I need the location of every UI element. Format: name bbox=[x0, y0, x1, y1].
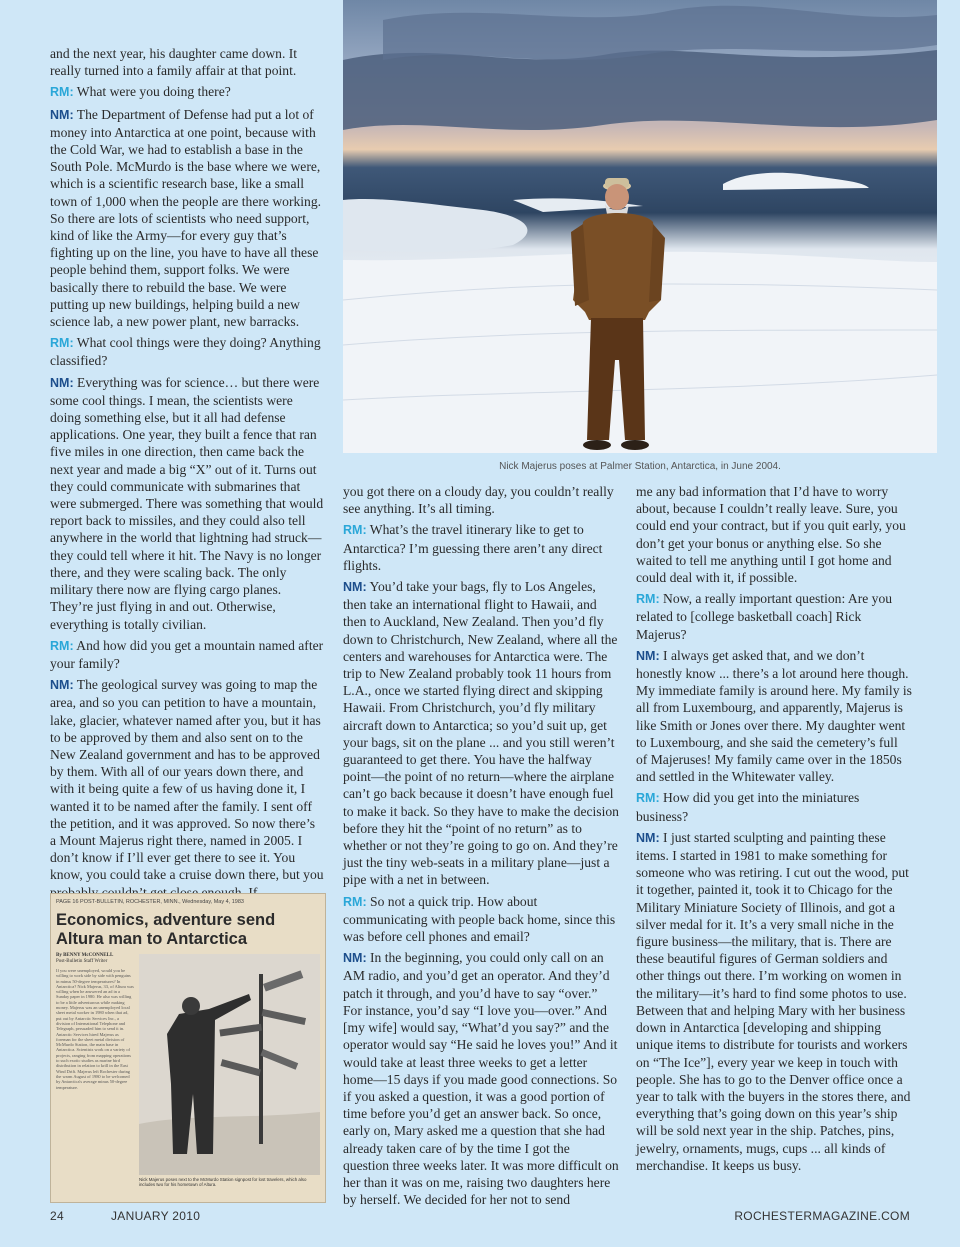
paragraph-text: In the beginning, you could only call on an AM radio, and you’d get an operator. And they’d patch it through, and you’d have to say “over.” For instance, you’d say “I love you—over.” And [my wife] would say, “What’d you say?” and the operator would say “He said he loves you!” And it would take at least three weeks to get a letter home—15 days if you made good connections. So if you asked a question, it was a good portion of time before you’d get an answer back. So once, early on, Mary asked me a question that she had already taken care of by the time I got the question three weeks later. It was more difficult on her than it was on me, raising two daughters here by herself. We decided for her not to send bbox=[343, 950, 619, 1208]
paragraph bbox=[343, 483, 619, 517]
paragraph bbox=[636, 647, 912, 786]
paragraph-text: you got there on a cloudy day, you couldn’t really see anything. It’s all timing. bbox=[343, 484, 614, 517]
paragraph-text: me any bad information that I’d have to worry about, because I couldn’t really leave. Sure, you could end your contract, but if you quit early, you don’t get your bonus or anything else. So she waited to tell me anything until I got home and could deal with it, if possible. bbox=[636, 484, 906, 586]
paragraph bbox=[50, 637, 324, 672]
paragraph-text: What were you doing there? bbox=[76, 84, 231, 100]
footer-issue-date: JANUARY 2010 bbox=[111, 1209, 201, 1223]
paragraph bbox=[343, 949, 619, 1208]
paragraph bbox=[50, 83, 324, 101]
paragraph bbox=[636, 829, 912, 1174]
paragraph-text: What cool things were they doing? Anything classified? bbox=[50, 335, 321, 369]
paragraph-text: I always get asked that, and we don’t honestly know ... there’s a lot around here though. My immediate family is around here. My family is all from Luxembourg, and apparently, Majerus is like Smith or Jones over there. My daughter went to Luxembourg, and she said the cemetery’s full of Majeruses! My family came over in the 1850s and settled in the Whitewater valley. bbox=[636, 647, 912, 785]
paragraph bbox=[50, 106, 324, 331]
speaker-nm: NM: bbox=[50, 678, 74, 693]
paragraph bbox=[636, 789, 912, 824]
clipping-byline-title: Post-Bulletin Staff Writer bbox=[56, 959, 108, 964]
speaker-rm: RM: bbox=[50, 85, 74, 100]
photo-scene bbox=[343, 0, 937, 453]
article-column-right bbox=[636, 483, 912, 1178]
article-column-left bbox=[50, 45, 324, 905]
clipping-photo-scene bbox=[139, 954, 320, 1175]
antarctica-photo bbox=[343, 0, 937, 453]
paragraph bbox=[343, 521, 619, 574]
paragraph-text: And how did you get a mountain named after your family? bbox=[50, 637, 324, 671]
photo-caption: Nick Majerus poses at Palmer Station, Antarctica, in June 2004. bbox=[499, 461, 781, 472]
paragraph-text: You’d take your bags, fly to Los Angeles, then take an international flight to Hawaii, and then to Auckland, New Zealand. Then you’d fly down to Christchurch, New Zealand, where all the centers and warehouses for Antarctica were. The trip to New Zealand probably took 11 hours from L.A., once we started flying direct and skipping Hawaii. From Christchurch, you’d fly military aircraft down to Antarctica; so you’d suit up, get your bags, sit on the plane ... and you still weren’t guaranteed to get there. You have the halfway point—the point of no return—where the airplane can’t go back because it doesn’t have enough fuel to make it back. So they have to make the decision before they hit the “point of no return” as to whether or not they’re going to go on. And they’re just the tiny web-seats in a military plane—just a pipe with a net in between. bbox=[343, 579, 619, 888]
paragraph-text: The geological survey was going to map the area, and so you can petition to have a mountain, lake, glacier, whatever named after you, but it has to be approved by them and also sent on to the New Zealand government and has to be approved by them. With all of our years down there, and with it being quite a few of us having done it, I wanted it to be named after the family. I sent off the petition, and it was approved. So now there’s a Mount Majerus right there, named in 2005. I don’t know if I’ll ever get there to see it. You know, you could take a cruise down there, but you bbox=[50, 677, 324, 883]
paragraph bbox=[50, 374, 324, 633]
clipping-byline-name: By BENNY McCONNELL bbox=[56, 953, 114, 958]
paragraph-text: Everything was for science… but there were some cool things. I mean, the scientists were doing something else, but it all had defense applications. One year, they built a fence that ran five miles in one direction, then came back the next year and made a big “X” out of it. Turns out they could communicate with submarines that were submerged. There was something that would report back to missiles, and they could also tell anywhere in the world that lightning had struck—they could tell where it hit. The Navy is no longer there, and they were scaling back. The only military there now are flying cargo planes. They’re just flying in and out. Otherwise, everything is totally civilian. bbox=[50, 374, 324, 632]
paragraph-text: I just started sculpting and painting these items. I started in 1981 to make something for someone who was retiring. I cut out the wood, put it together, painted it, took it to Chicago for the Military Miniature Society of Illinois, and got a silver medal for it. It’s a very small niche in the figure business—the military, that is. There are these beautiful figures of German soldiers and other things out there. I’m working on women in the military—it’s hard to find some photos to use. Between that and helping Mary with her business down in Antarctica [developing and shipping unique items to distribute for tourists and workers on “The Ice”], every year we keep in touch with people. She has to go to the Denver office once a year to talk with the buyers in the stores there, and everything that’s going down on this year’s ship will be sold next year in the ship. Patches, pins, jewelry, ornaments, mugs, cups ... all kinds of merchandise. It keeps us busy. bbox=[636, 829, 911, 1173]
speaker-nm: NM: bbox=[343, 951, 367, 966]
speaker-nm: NM: bbox=[343, 580, 367, 595]
footer-page-number: 24 bbox=[50, 1209, 64, 1223]
paragraph-text: Now, a really important question: Are you related to [college basketball coach] Rick Majerus? bbox=[636, 591, 893, 642]
clipping-byline bbox=[56, 953, 136, 965]
speaker-rm: RM: bbox=[50, 638, 74, 653]
speaker-rm: RM: bbox=[636, 592, 660, 607]
paragraph-text: and the next year, his daughter came down. It really turned into a family affair at that point. bbox=[50, 46, 298, 79]
paragraph-text: So not a quick trip. How about communicating with people back home, since this was before cell phones and email? bbox=[343, 893, 616, 945]
speaker-rm: RM: bbox=[50, 336, 74, 351]
paragraph-text: How did you get into the miniatures business? bbox=[636, 790, 860, 824]
speaker-rm: RM: bbox=[343, 894, 367, 909]
speaker-nm: NM: bbox=[50, 375, 74, 390]
paragraph bbox=[50, 45, 324, 79]
paragraph bbox=[50, 676, 324, 901]
paragraph bbox=[343, 578, 619, 889]
clipping-photo bbox=[139, 954, 320, 1175]
article-column-middle bbox=[343, 483, 619, 1212]
paragraph bbox=[50, 334, 324, 369]
speaker-nm: NM: bbox=[636, 648, 660, 663]
paragraph-text: The Department of Defense had put a lot of money into Antarctica at one point, because with the Cold War, we had to establish a base in the South Pole. McMurdo is the base where we were, which is a scientific research base, like a small town of 1,000 when the people are there working. So there are lots of scientists who need support, kind of like the Army—for every guy that’s fighting up on the line, you have to have all these people behind them, support folks. We were basically there to rebuild the base. We were putting up new buildings, helping build a new science lab, a new power plant, new barracks. bbox=[50, 106, 322, 330]
speaker-nm: NM: bbox=[636, 830, 660, 845]
clipping-photo-caption: Nick Majerus poses next to the McMurdo Station signpost for lost travelers, which also includes two for his hometown of Altura. bbox=[139, 1177, 307, 1188]
footer-website[interactable]: ROCHESTERMAGAZINE.COM bbox=[734, 1209, 910, 1223]
clipping-headline: Economics, adventure send Altura man to Antarctica bbox=[56, 911, 276, 948]
paragraph bbox=[636, 483, 912, 586]
speaker-nm: NM: bbox=[50, 107, 74, 122]
paragraph-text: What’s the travel itinerary like to get to Antarctica? I’m guessing there aren’t any direct flights. bbox=[343, 522, 603, 573]
clipping-body: If you were unemployed, would you be willing to work side by side with penguins in minus 50-degree temperatures? In Antarctica? Nick Majerus, 33, of Altura was willing when he answered an ad in a Sunday paper in 1980. He also was willing to be a little adventurous while making money. Majerus was an unemployed local sheet metal worker in 1980 when that ad, put out by Antarctic Services Inc., a division of International Telephone and Telegraph, persuaded him to send it in. Antarctic Services hired Majerus as foreman for the sheet metal division of McMurdo Station, the main base in Antarctica. Scientists work on a variety of projects, ranging from mapping operations to such exotic studies as marine bird distribution in relation to krill in the East Wind Drift. Majerus left Rochester during the warm August of 1980 to be welcomed by Antarctica's average minus 50-degree temperature. bbox=[56, 968, 134, 1090]
clipping-dateline: PAGE 16 POST-BULLETIN, ROCHESTER, MINN., Wednesday, May 4, 1983 bbox=[56, 899, 244, 905]
paragraph bbox=[343, 893, 619, 946]
speaker-rm: RM: bbox=[636, 791, 660, 806]
newspaper-clipping bbox=[50, 893, 326, 1203]
speaker-rm: RM: bbox=[343, 523, 367, 538]
paragraph bbox=[636, 590, 912, 643]
